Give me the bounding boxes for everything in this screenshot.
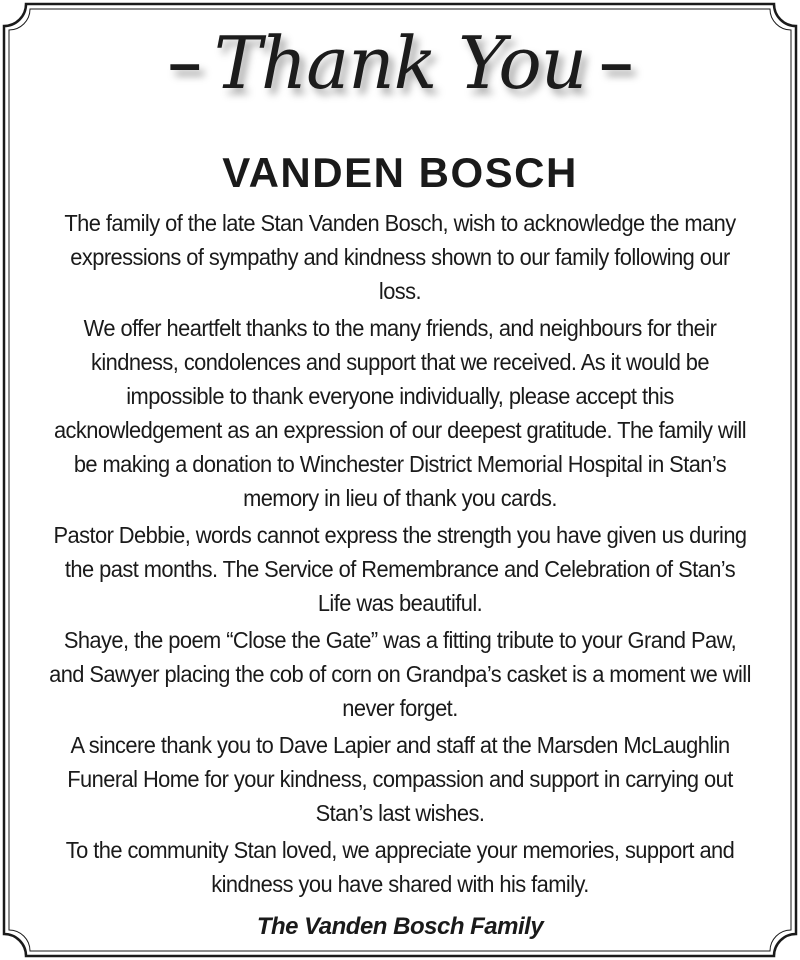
heading-dash-left: – (168, 30, 200, 96)
paragraph-acknowledgement: The family of the late Stan Vanden Bosch, wish to acknowledge the many expressions of sympathy and kindness shown to our family following our loss. (64, 210, 736, 304)
heading-dash-right: – (600, 30, 632, 96)
heading-title: Thank You (213, 21, 587, 105)
paragraph-funeral-home: A sincere thank you to Dave Lapier and staff at the Marsden McLaughlin Funeral Home for your kindness, compassion and support in carrying out Stan’s last wishes. (67, 732, 733, 826)
notice-heading (22, 8, 778, 118)
paragraph-grandchildren: Shaye, the poem “Close the Gate” was a fitting tribute to your Grand Paw, and Sawyer placing the cob of corn on Grandpa’s casket is a moment we will never forget. (49, 627, 751, 721)
paragraph-community: To the community Stan loved, we appreciate your memories, support and kindness you have shared with his family. (65, 837, 735, 897)
paragraph-pastor: Pastor Debbie, words cannot express the strength you have given us during the past months. The Service of Remembrance and Celebration of Stan’s Life was beautiful. (53, 522, 747, 616)
signature: The Vanden Bosch Family (256, 913, 544, 940)
thank-you-notice (22, 0, 778, 960)
paragraph-thanks-friends: We offer heartfelt thanks to the many friends, and neighbours for their kindness, condolences and support that we received. As it would be impossible to thank everyone individually, please accept this acknowledgement as an expression of our deepest gratitude. The family will be making a donation to Winchester District Memorial Hospital in Stan’s memory in lieu of thank you cards. (53, 315, 747, 511)
notice-body (48, 206, 751, 904)
family-surname: VANDEN BOSCH (222, 149, 578, 196)
